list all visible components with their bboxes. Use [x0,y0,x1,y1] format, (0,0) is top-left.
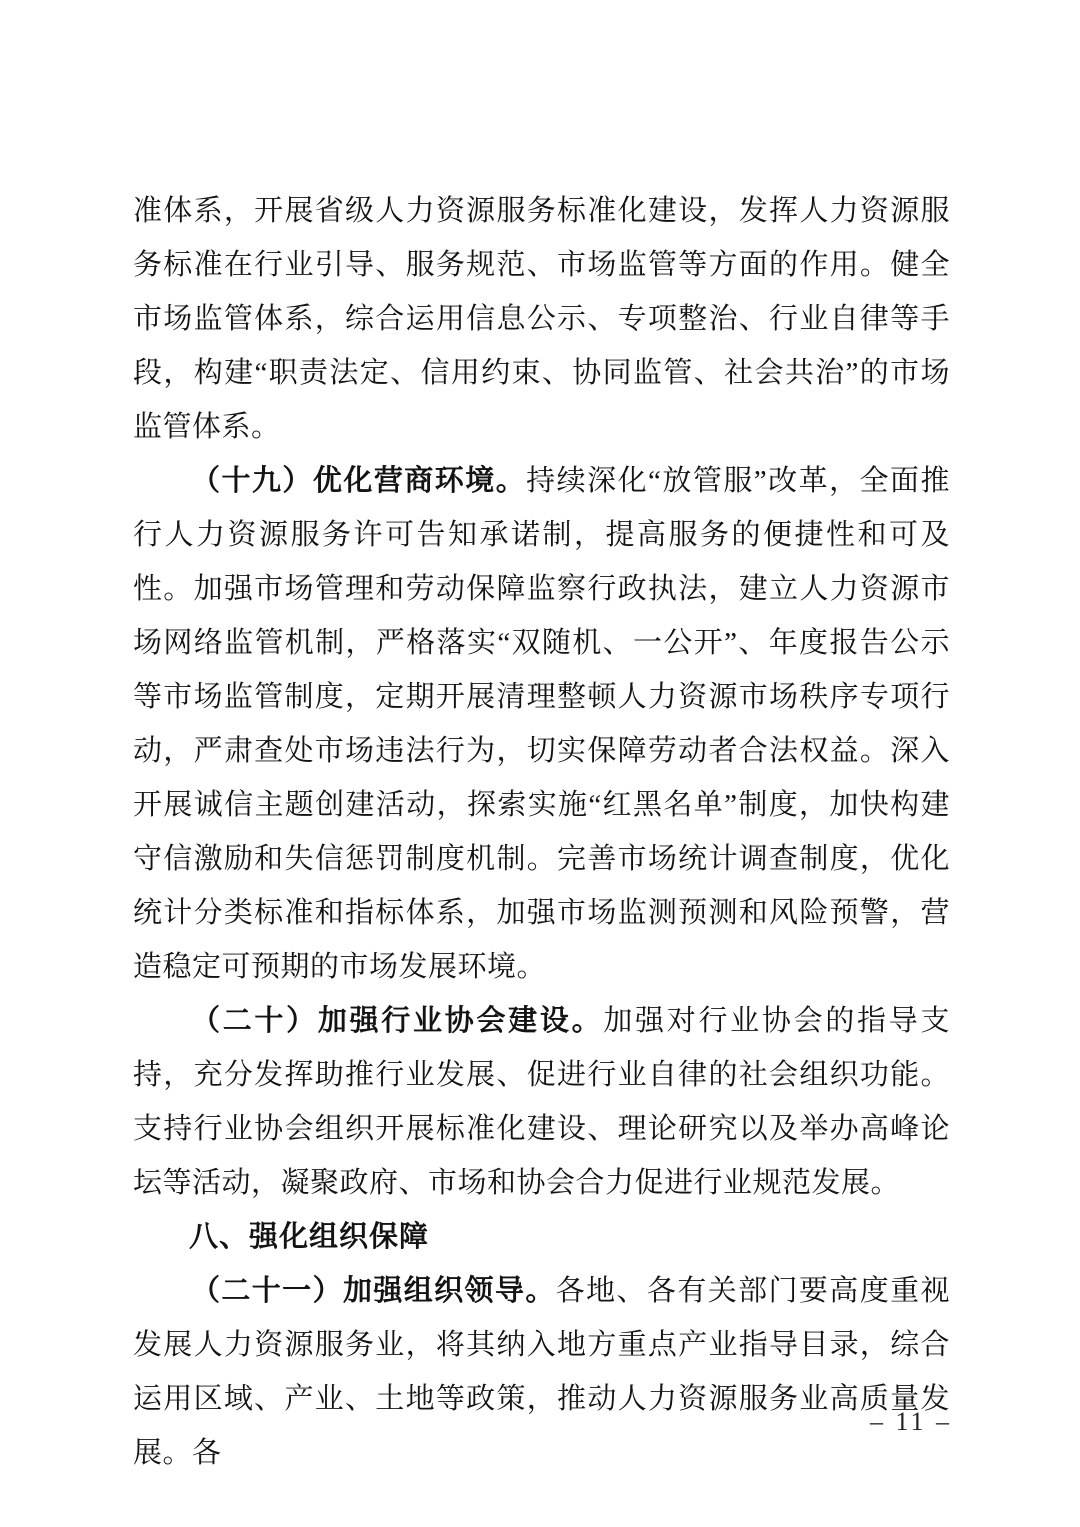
paragraph-item-20 [133,994,950,1210]
paragraph-item-21 [133,1264,950,1480]
paragraph-body: 准体系，开展省级人力资源服务标准化建设，发挥人力资源服务标准在行业引导、服务规范、市场监管等方面的作用。健全市场监管体系，综合运用信息公示、专项整治、行业自律等手段，构建“职责法定、信用约束、协同监管、社会共治”的市场监管体系。 [133,195,950,443]
paragraph-heading: （十九）优化营商环境。 [191,465,527,497]
paragraph-body: 持续深化“放管服”改革，全面推行人力资源服务许可告知承诺制，提高服务的便捷性和可及性。加强市场管理和劳动保障监察行政执法，建立人力资源市场网络监管机制，严格落实“双随机、一公开”、年度报告公示等市场监管制度，定期开展清理整顿人力资源市场秩序专项行动，严肃查处市场违法行为，切实保障劳动者合法权益。深入开展诚信主题创建活动，探索实施“红黑名单”制度，加快构建守信激励和失信惩罚制度机制。完善市场统计调查制度，优化统计分类标准和指标体系，加强市场监测预测和风险预警，营造稳定可预期的市场发展环境。 [133,465,950,983]
section-heading-text: 八、强化组织保障 [189,1221,430,1253]
page-number: – 11 – [869,1407,952,1436]
paragraph-continuation [133,184,950,454]
paragraph-item-19 [133,454,950,994]
section-heading-8 [133,1210,950,1264]
paragraph-heading: （二十）加强行业协会建设。 [191,1005,604,1037]
paragraph-body: 各地、各有关部门要高度重视发展人力资源服务业，将其纳入地方重点产业指导目录，综合运用区域、产业、土地等政策，推动人力资源服务业高质量发展。各 [133,1275,950,1469]
paragraph-body: 加强对行业协会的指导支持，充分发挥助推行业发展、促进行业自律的社会组织功能。支持行业协会组织开展标准化建设、理论研究以及举办高峰论坛等活动，凝聚政府、市场和协会合力促进行业规范发展。 [133,1005,950,1199]
document-body [133,184,950,1480]
paragraph-heading: （二十一）加强组织领导。 [191,1275,556,1307]
